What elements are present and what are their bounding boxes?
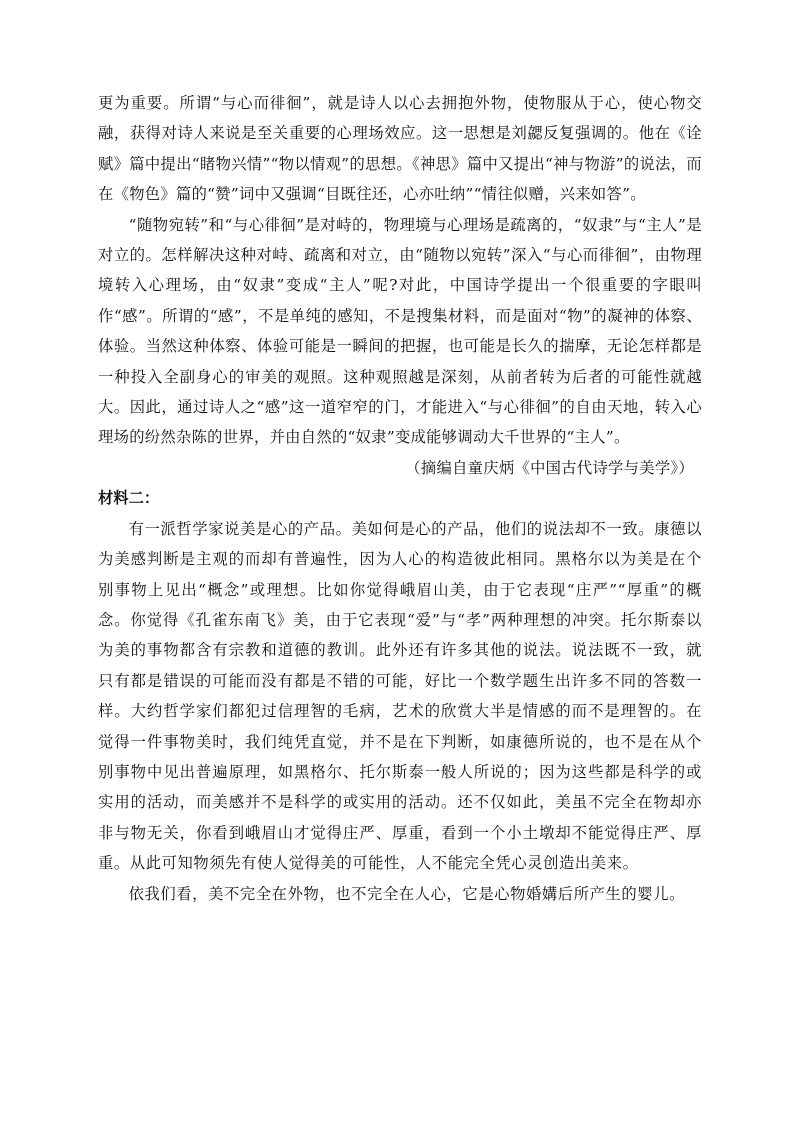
material2-paragraph-2: 依我们看，美不完全在外物，也不完全在人心，它是心物婚媾后所产生的婴儿。	[128, 884, 685, 903]
material1-source: （摘编自童庆炳《中国古代诗学与美学》）	[405, 458, 694, 477]
material2-heading: 材料二：	[98, 489, 160, 508]
material2-paragraph-1: 有一派哲学家说美是心的产品。美如何是心的产品，他们的说法却不一致。康德以为美感判断是主观的而却有普遍性，因为人心的构造彼此相同。黑格尔以为美是在个别事物上见出“概念”或理想。比如你觉得峨眉山美，由于它表现“庄严”“厚重”的概念。你觉得《孔雀东南飞》美，由于它表现“爱”与“孝”两种理想的冲突。托尔斯泰以为美的事物都含有宗教和道德的教训。此外还有许多其他的说法。说法既不一致，就只有都是错误的可能而没有都是不错的可能，好比一个数学题生出许多不同的答数一样。大约哲学家们都犯过信理智的毛病，艺术的欣赏大半是情感的而不是理智的。在觉得一件事物美时，我们纯凭直觉，并不是在下判断，如康德所说的，也不是在从个别事物中见出普遍原理，如黑格尔、托尔斯泰一般人所说的；因为这些都是科学的或实用的活动，而美感并不是科学的或实用的活动。还不仅如此，美虽不完全在物却亦非与物无关，你看到峨眉山才觉得庄严、厚重，看到一个小土墩却不能觉得庄严、厚重。从此可知物须先有使人觉得美的可能性，人不能完全凭心灵创造出美来。	[98, 519, 702, 873]
material1-paragraph-1: 更为重要。所谓“与心而徘徊”，就是诗人以心去拥抱外物，使物服从于心，使心物交融，获得对诗人来说是至关重要的心理场效应。这一思想是刘勰反复强调的。他在《诠赋》篇中提出“睹物兴情”“物以情观”的思想。《神思》篇中又提出“神与物游”的说法，而在《物色》篇的“赞”词中又强调“目既往还，心亦吐纳”“情往似赠，兴来如答”。	[98, 94, 702, 204]
material1-paragraph-2: “随物宛转”和“与心徘徊”是对峙的，物理境与心理场是疏离的，“奴隶”与“主人”是对立的。怎样解决这种对峙、疏离和对立，由“随物以宛转”深入“与心而徘徊”，由物理境转入心理场，由“奴隶”变成“主人”呢?对此，中国诗学提出一个很重要的字眼叫作“感”。所谓的“感”，不是单纯的感知，不是搜集材料，而是面对“物”的凝神的体察、体验。当然这种体察、体验可能是一瞬间的把握，也可能是长久的揣摩，无论怎样都是一种投入全副身心的审美的观照。这种观照越是深刻，从前者转为后者的可能性就越大。因此，通过诗人之“感”这一道窄窄的门，才能进入“与心徘徊”的自由天地，转入心理场的纷然杂陈的世界，并由自然的“奴隶”变成能够调动大千世界的“主人”。	[98, 215, 702, 447]
document-page	[98, 88, 702, 909]
